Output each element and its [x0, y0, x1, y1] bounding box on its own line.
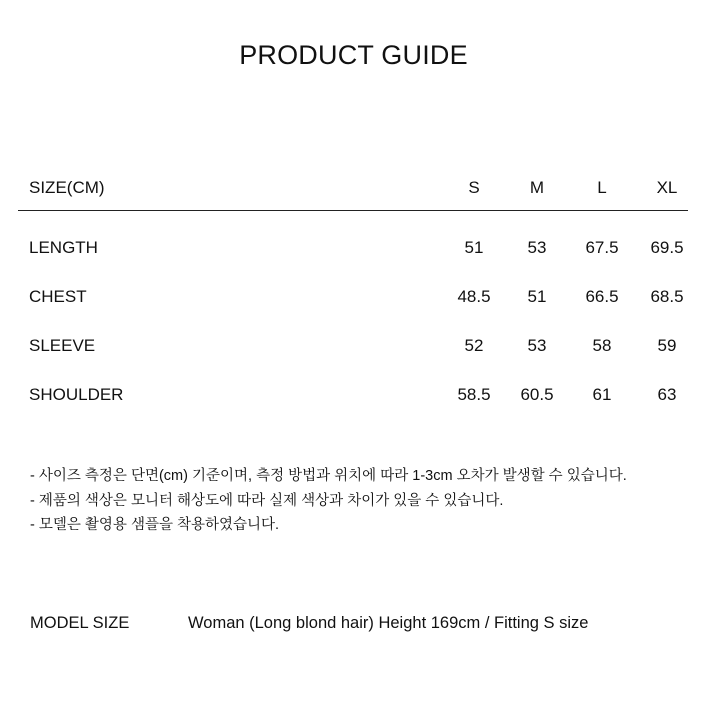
row-label: SHOULDER [29, 385, 124, 404]
table-cell: 63 [657, 385, 677, 404]
table-cell: 66.5 [585, 287, 619, 306]
size-unit-header: SIZE(CM) [29, 178, 105, 197]
table-cell: 58 [592, 336, 612, 355]
table-header-row [18, 168, 688, 211]
table-cell: 51 [527, 287, 547, 306]
table-cell: 61 [592, 385, 612, 404]
row-label: LENGTH [29, 238, 98, 257]
table-row [18, 326, 688, 375]
model-size-value: Woman (Long blond hair) Height 169cm / Fitting S size [188, 614, 589, 632]
page-title: PRODUCT GUIDE [239, 40, 468, 70]
note-measurement: - 사이즈 측정은 단면(cm) 기준이며, 측정 방법과 위치에 따라 1-3cm 오차가 발생할 수 있습니다. [30, 468, 627, 484]
table-cell: 48.5 [457, 287, 491, 306]
notes-list [30, 464, 690, 538]
table-cell: 69.5 [650, 238, 684, 257]
table-cell: 59 [657, 336, 677, 355]
column-header-s: S [468, 178, 480, 197]
size-table [18, 168, 688, 424]
column-header-m: M [529, 178, 545, 197]
table-cell: 67.5 [585, 238, 619, 257]
table-row [18, 228, 688, 277]
column-header-l: L [597, 178, 607, 197]
row-label: SLEEVE [29, 336, 96, 355]
table-cell: 51 [464, 238, 484, 257]
note-color: - 제품의 색상은 모니터 해상도에 따라 실제 색상과 차이가 있을 수 있습니다. [30, 492, 504, 509]
table-row [18, 277, 688, 326]
table-row [18, 375, 688, 424]
row-label: CHEST [29, 287, 87, 306]
table-cell: 58.5 [457, 385, 491, 404]
table-cell: 68.5 [650, 287, 684, 306]
table-cell: 53 [527, 336, 547, 355]
column-header-xl: XL [656, 178, 678, 197]
note-sample: - 모델은 촬영용 샘플을 착용하였습니다. [30, 517, 280, 533]
table-cell: 53 [527, 238, 547, 257]
table-cell: 52 [464, 336, 484, 355]
model-size-label: MODEL SIZE [30, 614, 130, 632]
table-cell: 60.5 [520, 385, 554, 404]
table-body [18, 211, 688, 424]
